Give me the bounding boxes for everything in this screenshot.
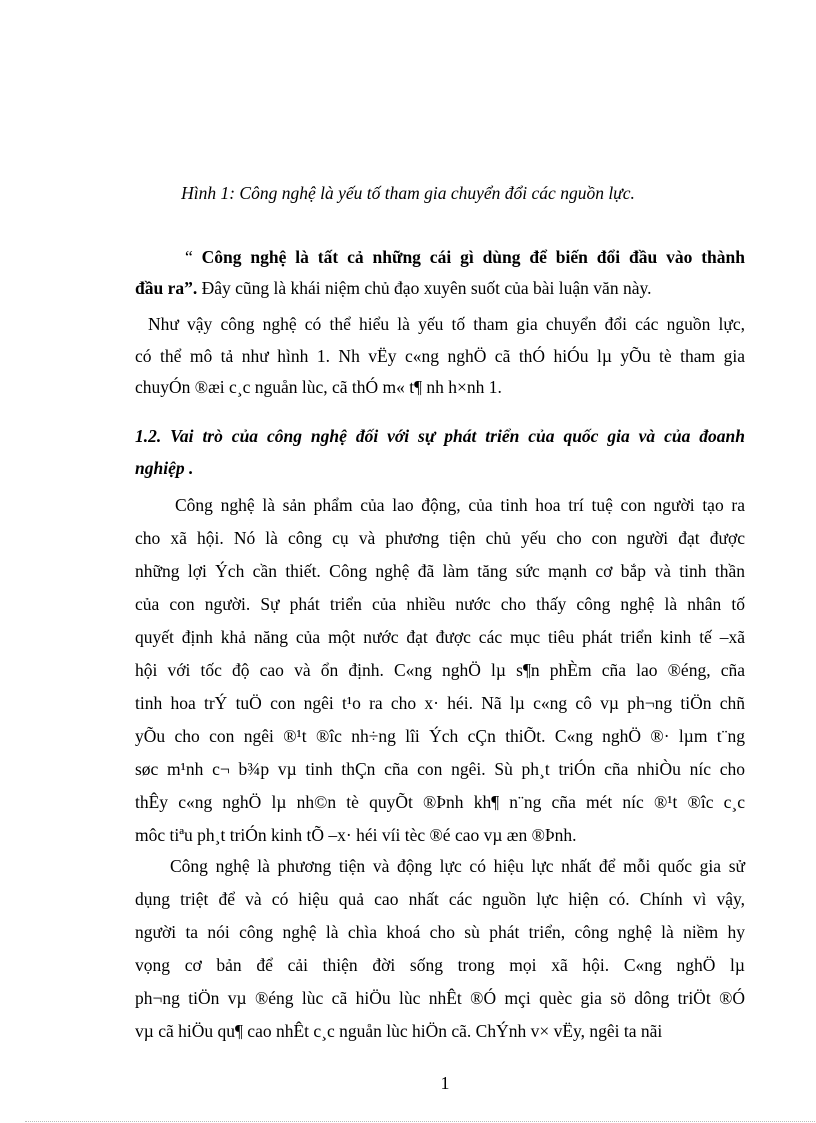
para2-line-1: Công nghệ là phương tiện và động lực có hiệu lực nhất để mỗi quốc gia sử [170, 856, 745, 876]
para1-line-6: hội với tốc độ cao và ổn định. C«ng nghÖ lµ s¶n phÈm cña lao ®éng, cña [135, 660, 745, 680]
figure-caption: Hình 1: Công nghệ là yếu tố tham gia chuyển đổi các nguồn lực. [181, 183, 635, 203]
definition-rest: Đây cũng là khái niệm chủ đạo xuyên suốt của bài luận văn này. [201, 278, 652, 298]
para1-line-9: søc m¹nh c¬ b¾p vµ tinh thÇn cña con ngêi. Sù ph¸t triÓn cña nhiÒu níc cho [135, 759, 745, 779]
para1-line-3: những lợi Ých cần thiết. Công nghệ đã làm tăng sức mạnh cơ bắp và tinh thần [135, 561, 745, 581]
definition-bold-1: Công nghệ là tất cả những cái gì dùng để biến đổi đầu vào thành [201, 247, 745, 267]
para2-line-5: ph¬ng tiÖn vµ ®éng lùc cã hiÖu lùc nhÊt ®Ó mçi quèc gia sö dông triÖt ®Ó [135, 988, 745, 1008]
intro-line-2: có thể mô tả như hình 1. Nh vËy c«ng nghÖ cã thÓ hiÓu lµ yÕu tè tham gia [135, 346, 745, 366]
page-bottom-rule [25, 1121, 815, 1122]
definition-line-2 [135, 277, 745, 299]
definition-bold-2: đầu ra”. [135, 278, 198, 298]
para1-line-7: tinh hoa trÝ tuÖ con ngêi t¹o ra cho x· héi. Nã lµ c«ng cô vµ ph¬ng tiÖn chñ [135, 693, 745, 713]
definition-line-1 [185, 246, 745, 268]
para1-line-1: Công nghệ là sản phẩm của lao động, của tinh hoa trí tuệ con người tạo ra [175, 495, 745, 515]
para2-line-2: dụng triệt để và có hiệu quả cao nhất các nguồn lực hiện có. Chính vì vậy, [135, 889, 745, 909]
intro-line-3: chuyÓn ®æi c¸c nguån lùc, cã thÓ m« t¶ nh h×nh 1. [135, 377, 502, 397]
para2-line-3: người ta nói công nghệ là chìa khoá cho sù phát triển, công nghệ là niềm hy [135, 922, 745, 942]
para1-line-10: thÊy c«ng nghÖ lµ nh©n tè quyÕt ®Þnh kh¶ n¨ng cña mét níc ®¹t ®îc c¸c [135, 792, 745, 812]
para1-line-5: quyết định khả năng của một nước đạt được các mục tiêu phát triển kinh tế –xã [135, 627, 745, 647]
intro-line-1: Như vậy công nghệ có thể hiểu là yếu tố tham gia chuyển đổi các nguồn lực, [148, 314, 745, 334]
section-heading-line-2: nghiệp . [135, 458, 194, 478]
para1-line-11: môc tiªu ph¸t triÓn kinh tÕ –x· héi víi tèc ®é cao vµ æn ®Þnh. [135, 825, 577, 845]
para1-line-2: cho xã hội. Nó là công cụ và phương tiện chủ yếu cho con người đạt được [135, 528, 745, 548]
para1-line-4: của con người. Sự phát triển của nhiều nước cho thấy công nghệ là nhân tố [135, 594, 745, 614]
page-number: 1 [440, 1073, 450, 1093]
section-heading-line-1: 1.2. Vai trò của công nghệ đối với sự phát triển của quốc gia và của đoanh [135, 426, 745, 446]
para1-line-8: yÕu cho con ngêi ®¹t ®îc nh÷ng lîi Ých cÇn thiÕt. C«ng nghÖ ®· lµm t¨ng [135, 726, 745, 746]
para2-line-4: vọng cơ bản để cải thiện đời sống trong mọi xã hội. C«ng nghÖ lµ [135, 955, 745, 975]
para2-line-6: vµ cã hiÖu qu¶ cao nhÊt c¸c nguån lùc hiÖn cã. ChÝnh v× vËy, ngêi ta nãi [135, 1021, 663, 1041]
quote-mark: “ [185, 247, 193, 267]
